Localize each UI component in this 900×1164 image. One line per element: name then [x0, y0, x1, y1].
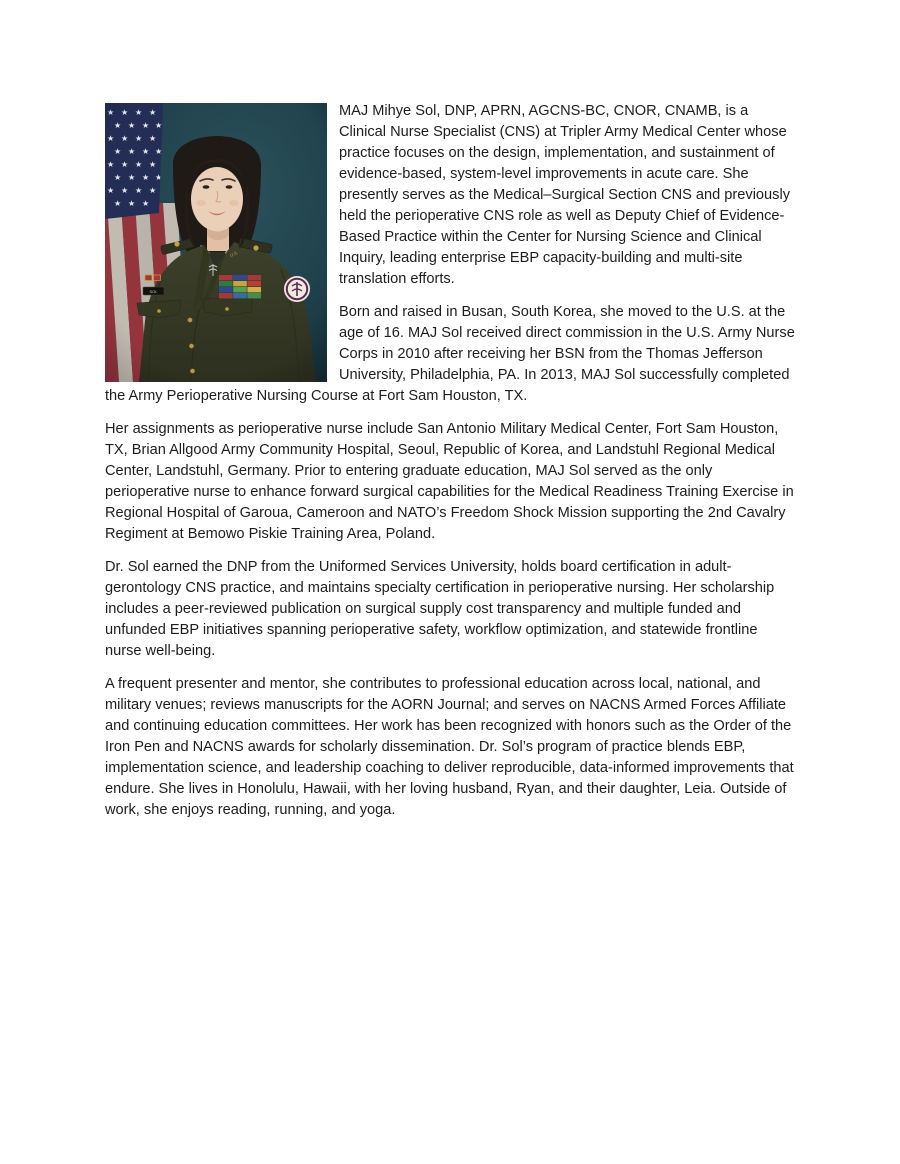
portrait-photo [105, 103, 327, 382]
bio-paragraph-1: MAJ Mihye Sol, DNP, APRN, AGCNS-BC, CNOR, CNAMB, is a Clinical Nurse Specialist (CNS) at Tripler Army Medical Center whose practice focuses on the design, implementation, and sustainment of evidence-based, system-level improvements in acute care. She presently serves as the Medical–Surgical Section CNS and previously held the perioperative CNS role as well as Deputy Chief of Evidence-Based Practice within the Center for Nursing Science and Clinical Inquiry, leading enterprise EBP capacity-building and multi-site translation efforts. [339, 103, 791, 287]
bio-paragraph-4: Dr. Sol earned the DNP from the Uniformed Services University, holds board certification in adult-gerontology CNS practice, and maintains specialty certification in perioperative nursing. Her scholarship includes a peer-reviewed publication on surgical supply cost transparency and multiple funded and unfunded EBP initiatives spanning perioperative safety, workflow optimization, and statewide frontline nurse well-being. [105, 559, 775, 659]
bio-paragraph-3: Her assignments as perioperative nurse include San Antonio Military Medical Center, Fort Sam Houston, TX, Brian Allgood Army Community Hospital, Seoul, Republic of Korea, and Landstuhl Regional Medical Center, Landstuhl, Germany. Prior to entering graduate education, MAJ Sol served as the only perioperative nurse to enhance forward surgical capabilities for the Medical Readiness Training Exercise in Regional Hospital of Garoua, Cameroon and NATO’s Freedom Shock Mission supporting the 2nd Cavalry Regiment at Bemowo Piskie Training Area, Poland. [105, 421, 794, 542]
bio-paragraph-2: Born and raised in Busan, South Korea, she moved to the U.S. at the age of 16. MAJ Sol received direct commission in the U.S. Army Nurse Corps in 2010 after receiving her BSN from the Thomas Jefferson University, Philadelphia, PA. In 2013, MAJ Sol successfully completed the Army Perioperative Nursing Course at Fort Sam Houston, TX. [105, 304, 795, 404]
bio-text-block [105, 101, 795, 821]
vignette-overlay [105, 103, 327, 382]
bio-paragraph-5: A frequent presenter and mentor, she contributes to professional education across local, national, and military venues; reviews manuscripts for the AORN Journal; and serves on NACNS Armed Forces Affiliate and continuing education committees. Her work has been recognized with honors such as the Order of the Iron Pen and NACNS awards for scholarly dissemination. Dr. Sol’s program of practice blends EBP, implementation science, and leadership coaching to deliver reproducible, data-informed improvements that endure. She lives in Honolulu, Hawaii, with her loving husband, Ryan, and their daughter, Leia. Outside of work, she enjoys reading, running, and yoga. [105, 676, 794, 818]
portrait-illustration [105, 103, 327, 382]
